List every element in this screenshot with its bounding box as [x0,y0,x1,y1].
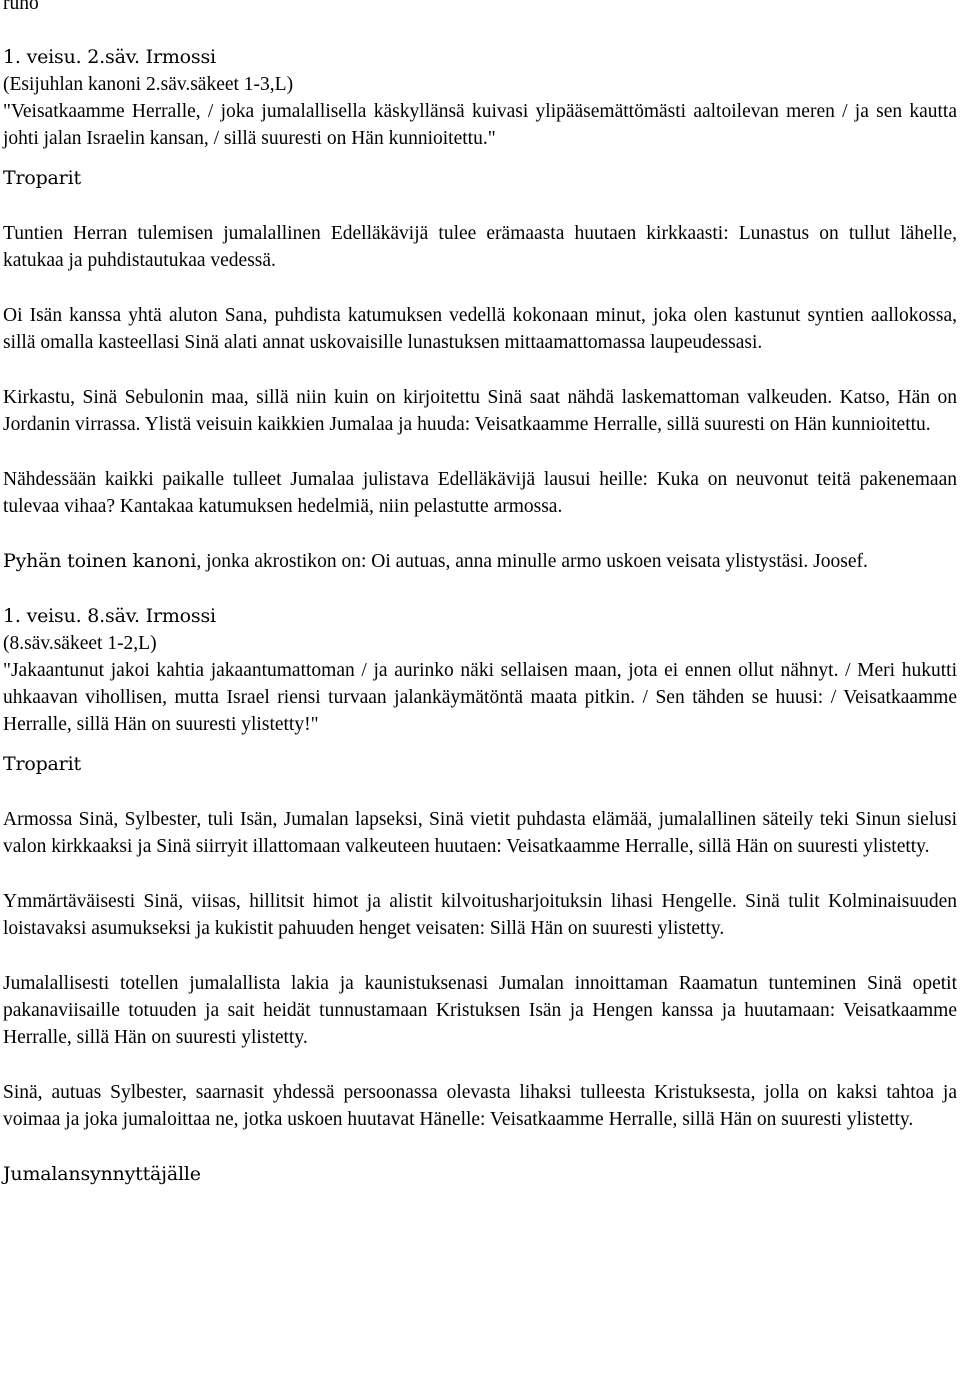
top-fragment-text: runo [3,0,39,14]
troparion-paragraph: Oi Isän kanssa yhtä aluton Sana, puhdista katumuksen vedellä kokonaan minut, joka olen kastunut syntien aallokossa, sillä omalla kasteellasi Sinä alati annat uskovaisille lunastuksen mittaamattomassa laupeudessasi. [3,305,957,353]
troparion-paragraph: Tuntien Herran tulemisen jumalallinen Edelläkävijä tulee erämaasta huutaen kirkkaasti: Lunastus on tullut lähelle, katukaa ja puhdistautukaa vedessä. [3,223,957,271]
irmos-reference-2: (8.säv.säkeet 1-2,L) [3,633,157,654]
second-canon-title: Pyhän toinen kanoni [3,550,197,572]
troparion-paragraph: Nähdessään kaikki paikalle tulleet Jumalaa julistava Edelläkävijä lausui heille: Kuka on neuvonut teitä pakenemaan tulevaa vihaa? Kantakaa katumuksen hedelmiä, niin pelastutte armossa. [3,469,957,517]
troparion-paragraph: Sinä, autuas Sylbester, saarnasit yhdessä persoonassa olevasta lihaksi tulleesta Kristuksesta, jolla on kaksi tahtoa ja voimaa ja joka jumaloittaa ne, jotka uskoen huutavat Hänelle: Veisatkaamme Herralle, sillä Hän on suuresti ylistetty. [3,1082,957,1130]
irmos-reference-1: (Esijuhlan kanoni 2.säv.säkeet 1-3,L) [3,74,294,95]
section-heading-irmos-2: 1. veisu. 8.säv. Irmossi [3,605,216,627]
troparion-paragraph: Kirkastu, Sinä Sebulonin maa, sillä niin kuin on kirjoitettu Sinä saat nähdä laskemattoman valkeuden. Katso, Hän on Jordanin virrassa. Ylistä veisuin kaikkien Jumalaa ja huuda: Veisatkaamme Herralle, sillä suuresti on Hän kunnioitettu. [3,387,957,435]
document-page [3,0,957,1188]
second-canon-paragraph [3,548,957,575]
theotokion-heading: Jumalansynnyttäjälle [3,1163,201,1185]
troparion-paragraph: Armossa Sinä, Sylbester, tuli Isän, Jumalan lapseksi, Sinä vietit puhdasta elämää, jumalallinen säteily teki Sinun sielusi valon kirkkaaksi ja Sinä siirryit illattomaan valkeuteen huutaen: Veisatkaamme Herralle, sillä Hän on suuresti ylistetty. [3,809,957,857]
section-heading-irmos-1: 1. veisu. 2.säv. Irmossi [3,46,216,68]
irmos-text-2: "Jakaantunut jakoi kahtia jakaantumattoman / ja aurinko näki sellaisen maan, jota ei ennen ollut nähnyt. / Meri hukutti uhkaavan vihollisen, mutta Israel riensi turvaan jalankäymätöntä maata pitkin. / Sen tähden se huusi: / Veisatkaamme Herralle, sillä Hän on suuresti ylistetty!" [3,660,957,735]
irmos-text-1: "Veisatkaamme Herralle, / joka jumalallisella käskyllänsä kuivasi ylipääsemättömästi aaltoilevan meren / ja sen kautta johti jalan Israelin kansan, / sillä suuresti on Hän kunnioitettu." [3,101,957,149]
troparion-paragraph: Jumalallisesti totellen jumalallista lakia ja kaunistuksenasi Jumalan innoittaman Raamatun tunteminen Sinä opetit pakanaviisaille totuuden ja sait heidät tunnustamaan Kristuksen Isän ja Hengen kanssa ja huutamaan: Veisatkaamme Herralle, sillä Hän on suuresti ylistetty. [3,973,957,1048]
second-canon-description: , jonka akrostikon on: Oi autuas, anna minulle armo uskoen veisata ylistystäsi. Joosef. [196,551,868,572]
troparion-paragraph: Ymmärtäväisesti Sinä, viisas, hillitsit himot ja alistit kilvoitusharjoituksin lihasi Hengelle. Sinä tulit Kolminaisuuden loistavaksi asumukseksi ja kukistit pahuuden henget veisaten: Sillä Hän on suuresti ylistetty. [3,891,957,939]
troparia-heading-1: Troparit [3,167,81,189]
troparia-heading-2: Troparit [3,753,81,775]
